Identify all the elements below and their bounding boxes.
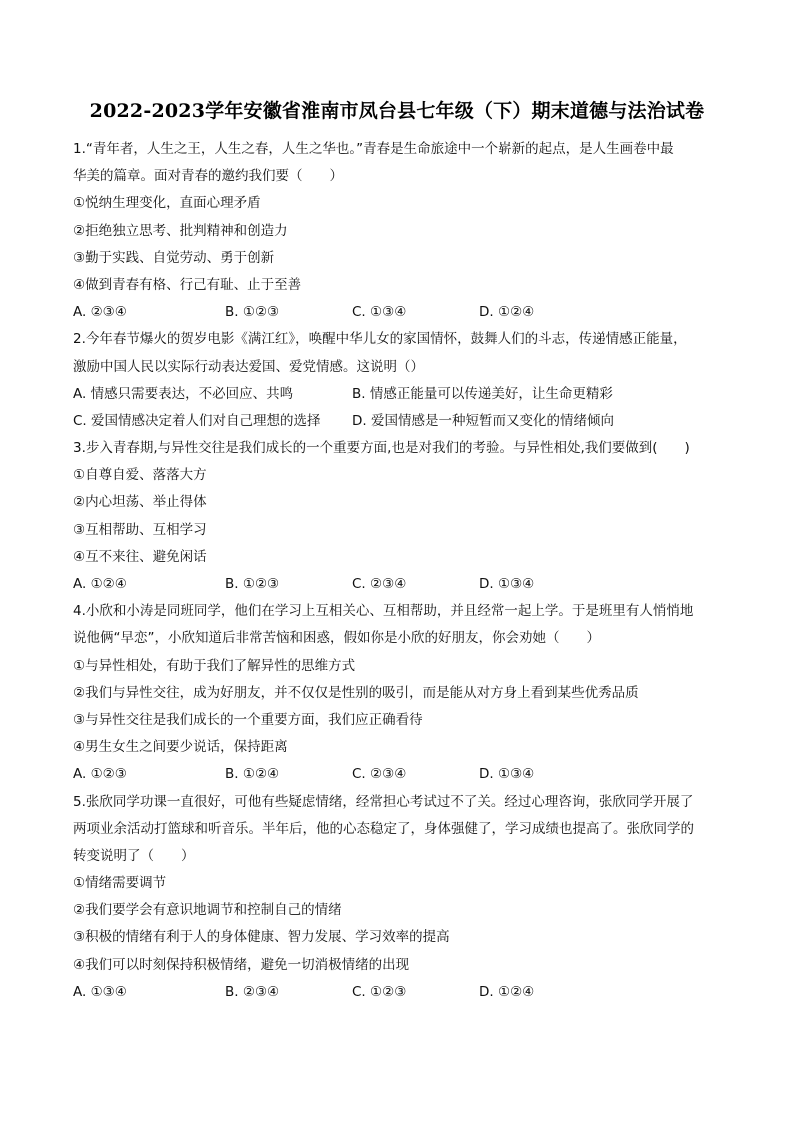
question-3-stem-line-1: 3.步入青春期,与异性交往是我们成长的一个重要方面,也是对我们的考验。与异性相处,我们要做到( )	[73, 440, 690, 457]
question-2-option-b[interactable]: B. 情感正能量可以传递美好，让生命更精彩	[352, 385, 613, 402]
question-2-stem-line-2: 激励中国人民以实际行动表达爱国、爱党情感。这说明（）	[73, 358, 424, 375]
question-5-option-b[interactable]: B. ②③④	[225, 983, 280, 1000]
question-3-options	[73, 571, 733, 598]
question-4-option-a[interactable]: A. ①②③	[73, 766, 127, 783]
question-5	[73, 789, 733, 1007]
question-4-item-3: ③与异性交往是我们成长的一个重要方面，我们应正确看待	[73, 711, 423, 728]
question-3-item-2: ②内心坦荡、举止得体	[73, 494, 207, 511]
question-2	[73, 326, 733, 435]
question-4-stem-line-2: 说他俩“早恋”，小欣知道后非常苦恼和困惑，假如你是小欣的好朋友，你会劝她（ ）	[73, 630, 600, 647]
question-3-option-a[interactable]: A. ①②④	[73, 576, 127, 592]
question-3-item-1: ①自尊自爱、落落大方	[73, 467, 207, 484]
question-4-option-d[interactable]: D. ①③④	[479, 766, 535, 783]
question-5-option-d[interactable]: D. ①②④	[479, 983, 535, 1000]
question-3-item-4: ④互不来往、避免闲话	[73, 548, 207, 565]
question-5-item-2: ②我们要学会有意识地调节和控制自己的情绪	[73, 902, 342, 919]
question-4-item-2: ②我们与异性交往，成为好朋友，并不仅仅是性别的吸引，而是能从对方身上看到某些优秀品质	[73, 684, 639, 701]
question-3	[73, 435, 733, 598]
question-1-item-1: ①悦纳生理变化，直面心理矛盾	[73, 195, 261, 212]
question-5-stem-line-3: 转变说明了（ ）	[73, 847, 195, 864]
question-3-option-b[interactable]: B. ①②③	[225, 576, 280, 592]
question-1-item-3: ③勤于实践、自觉劳动、勇于创新	[73, 249, 275, 266]
question-1-stem-line-2: 华美的篇章。面对青春的邀约我们要（ ）	[73, 168, 343, 185]
question-2-option-c[interactable]: C. 爱国情感决定着人们对自己理想的选择	[73, 412, 321, 429]
question-4-option-c[interactable]: C. ②③④	[352, 766, 407, 783]
question-1-item-2: ②拒绝独立思考、批判精神和创造力	[73, 222, 288, 239]
question-5-stem-line-1: 5.张欣同学功课一直很好，可他有些疑虑情绪，经常担心考试过不了关。经过心理咨询，张欣同学开展了	[73, 793, 694, 810]
question-5-option-c[interactable]: C. ①②③	[352, 983, 407, 1000]
question-4-options	[73, 761, 733, 788]
question-list	[73, 136, 733, 1006]
question-5-options	[73, 979, 733, 1006]
question-2-option-a[interactable]: A. 情感只需要表达，不必回应、共鸣	[73, 385, 294, 402]
question-1-stem-line-1: 1.“青年者，人生之王，人生之春，人生之华也。”青春是生命旅途中一个崭新的起点，是人生画卷中最	[73, 141, 674, 157]
question-3-option-d[interactable]: D. ①③④	[479, 576, 535, 592]
question-5-item-3: ③积极的情绪有利于人的身体健康、智力发展、学习效率的提高	[73, 929, 450, 946]
question-2-option-d[interactable]: D. 爱国情感是一种短暂而又变化的情绪倾向	[352, 412, 614, 429]
question-1-option-b[interactable]: B. ①②③	[225, 304, 280, 321]
question-5-stem-line-2: 两项业余活动打篮球和听音乐。半年后，他的心态稳定了，身体强健了，学习成绩也提高了。张欣同学的	[73, 820, 694, 837]
question-5-item-1: ①情绪需要调节	[73, 875, 167, 892]
exam-title: 2022-2023学年安徽省淮南市凤台县七年级（下）期末道德与法治试卷	[89, 100, 705, 122]
question-1	[73, 136, 733, 326]
question-1-option-c[interactable]: C. ①③④	[352, 304, 407, 321]
question-2-options-row-1	[73, 381, 733, 408]
question-4-item-1: ①与异性相处，有助于我们了解异性的思维方式	[73, 657, 356, 674]
question-4	[73, 598, 733, 788]
question-1-option-d[interactable]: D. ①②④	[479, 304, 535, 321]
question-4-stem-line-1: 4.小欣和小涛是同班同学，他们在学习上互相关心、互相帮助，并且经常一起上学。于是班里有人悄悄地	[73, 603, 694, 620]
question-2-stem-line-1: 2.今年春节爆火的贺岁电影《满江红》，唤醒中华儿女的家国情怀，鼓舞人们的斗志，传递情感正能量，	[73, 331, 687, 348]
question-2-options-row-2	[73, 408, 733, 435]
question-3-option-c[interactable]: C. ②③④	[352, 576, 407, 592]
question-1-item-4: ④做到青春有格、行己有耻、止于至善	[73, 276, 302, 293]
question-4-option-b[interactable]: B. ①②④	[225, 766, 280, 783]
question-1-options	[73, 299, 733, 326]
question-5-option-a[interactable]: A. ①③④	[73, 983, 127, 1000]
question-3-item-3: ③互相帮助、互相学习	[73, 521, 207, 538]
question-5-item-4: ④我们可以时刻保持积极情绪，避免一切消极情绪的出现	[73, 956, 410, 973]
question-4-item-4: ④男生女生之间要少说话，保持距离	[73, 739, 288, 756]
question-1-option-a[interactable]: A. ②③④	[73, 304, 127, 321]
